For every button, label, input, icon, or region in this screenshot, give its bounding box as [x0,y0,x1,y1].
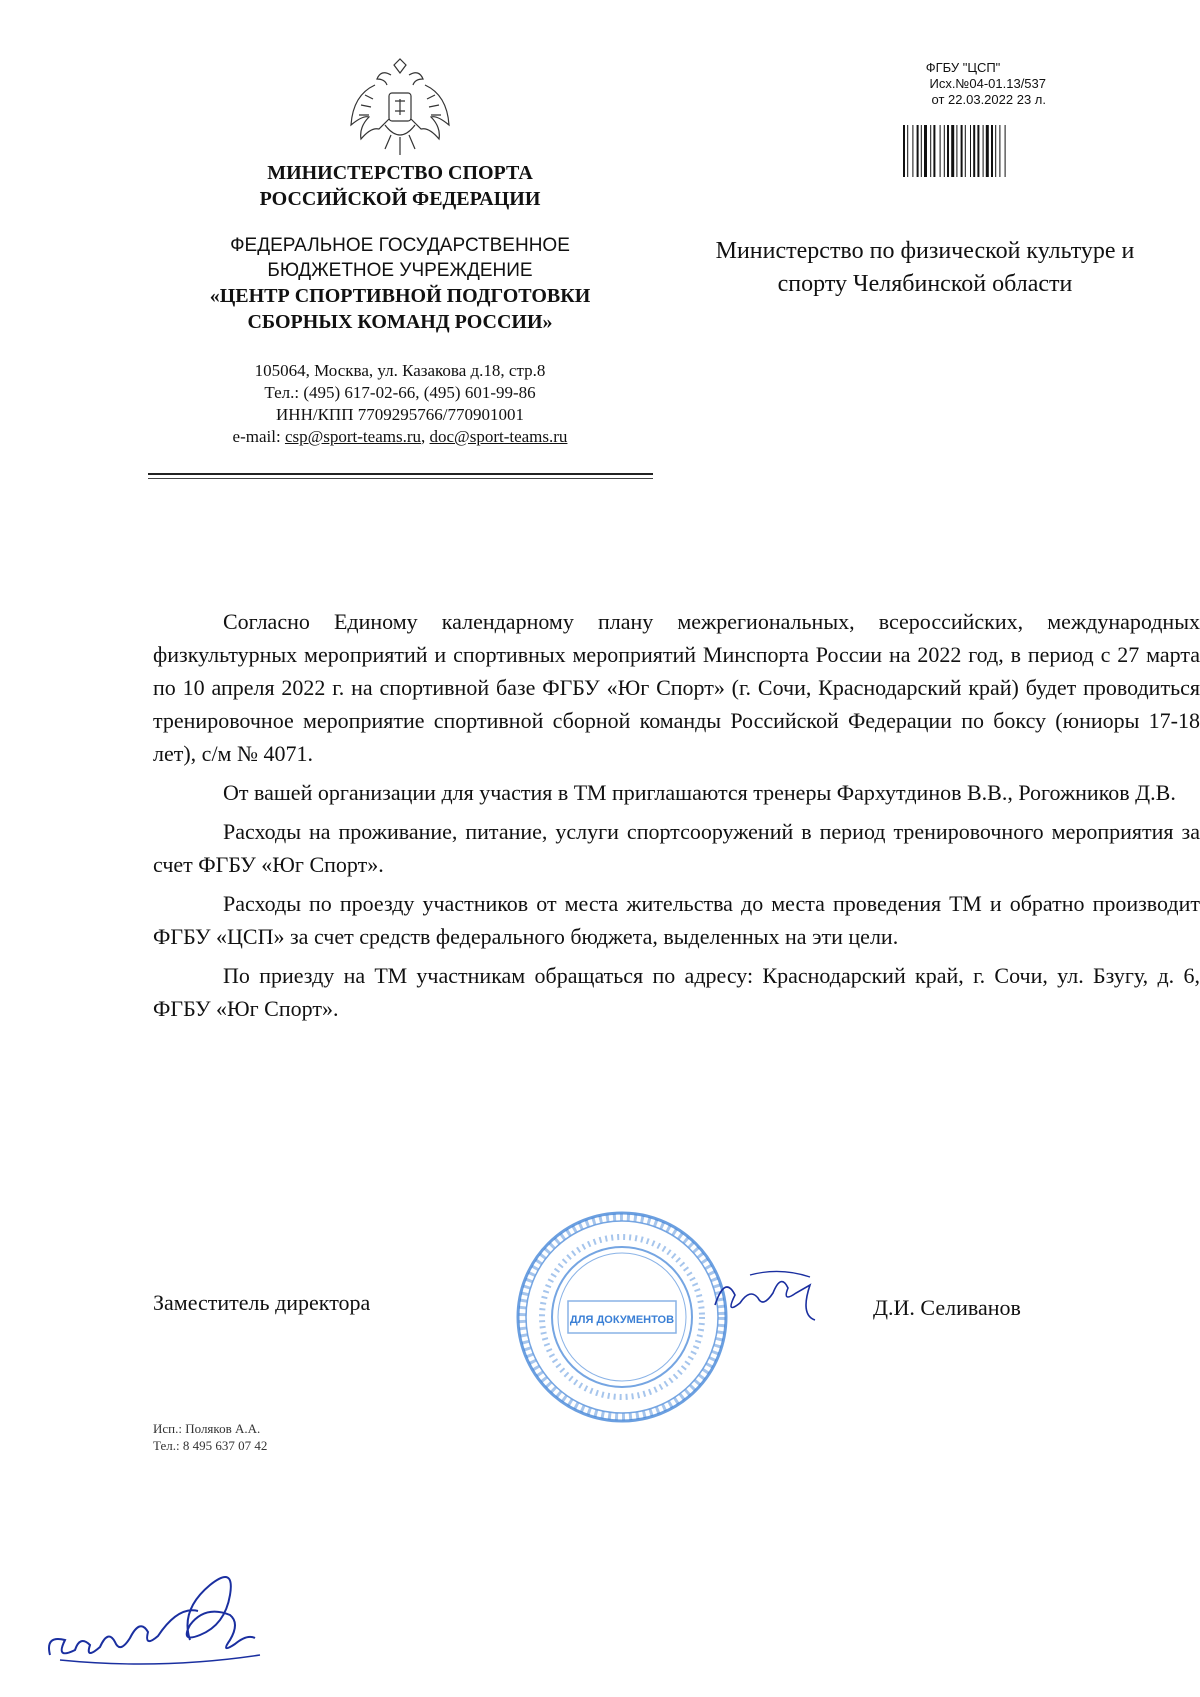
barcode-bar [1005,125,1006,177]
barcode-bar [917,125,919,177]
org-email-line [150,426,650,448]
executor-name: Исп.: Поляков А.А. [153,1421,261,1436]
barcode-bar [907,125,908,177]
barcode [903,125,1048,177]
header-divider-thin [148,478,653,479]
barcode-bar [921,125,922,177]
barcode-bar [983,125,984,177]
org-name-line-2: СБОРНЫХ КОМАНД РОССИИ» [247,311,553,333]
barcode-bar [973,125,975,177]
organization-contacts [150,360,650,448]
coat-of-arms-emblem [345,55,455,160]
body-paragraph-2: От вашей организации для участия в ТМ приглашаются тренеры Фархутдинов В.В., Рогожников Д.В. [223,780,1176,805]
ministry-line-1: МИНИСТЕРСТВО СПОРТА [267,162,533,184]
email-separator: , [421,427,426,446]
barcode-bar [965,125,966,177]
executor-info [153,1420,267,1454]
body-paragraph-4: Расходы по проезду участников от места жительства до места проведения ТМ и обратно производит ФГБУ «ЦСП» за счет средств федерального бюджета, выделенных на эти цели. [153,891,1200,949]
registration-stamp [880,60,1046,108]
signatory-title: Заместитель директора [153,1290,371,1315]
barcode-bar [924,125,927,177]
org-inn: ИНН/КПП 7709295766/770901001 [276,405,524,424]
addressee-line-1: Министерство по физической культуре и [715,238,1135,264]
header-divider [148,473,653,475]
organization-type [150,233,650,283]
org-type-line-2: БЮДЖЕТНОЕ УЧРЕЖДЕНИЕ [267,260,533,281]
body-paragraph-5: По приезду на ТМ участникам обращаться по адресу: Краснодарский край, г. Сочи, ул. Бзугу, д. 6, ФГБУ «Юг Спорт». [153,963,1200,1021]
barcode-bar [986,125,989,177]
barcode-bar [991,125,993,177]
barcode-bar [970,125,971,177]
seal-center-text: ДЛЯ ДОКУМЕНТОВ [569,1314,675,1326]
org-name-line-1: «ЦЕНТР СПОРТИВНОЙ ПОДГОТОВКИ [209,285,591,307]
barcode-bar [961,125,963,177]
director-signature [710,1265,825,1325]
official-seal [510,1205,735,1430]
barcode-bar [956,125,957,177]
letter-body [153,605,1200,1031]
ministry-line-2: РОССИЙСКОЙ ФЕДЕРАЦИИ [259,188,541,210]
addressee [670,235,1180,301]
reg-date: от 22.03.2022 23 л. [931,92,1046,107]
barcode-bar [912,125,913,177]
barcode-bar [933,125,935,177]
org-type-line-1: ФЕДЕРАЛЬНОЕ ГОСУДАРСТВЕННОЕ [230,235,570,256]
email-label: e-mail: [232,427,281,446]
email-link-2[interactable]: doc@sport-teams.ru [429,427,568,446]
barcode-bar [999,125,1000,177]
addressee-line-2: спорту Челябинской области [777,271,1073,297]
barcode-bar [944,125,945,177]
body-paragraph-1: Согласно Единому календарному плану межрегиональных, всероссийских, международных физкультурных мероприятий и спортивных мероприятий Минспорта России на 2022 год, в период с 27 марта по 10 апреля 2022 г. на спортивной базе ФГБУ «Юг Спорт» (г. Сочи, Краснодарский край) будет проводиться тренировочное мероприятие спортивной сборной команды Российской Федерации по боксу (юниоры 17-18 лет), с/м № 4071. [153,609,1200,766]
signatory-name: Д.И. Селиванов [873,1295,1021,1320]
org-address: 105064, Москва, ул. Казакова д.18, стр.8 [254,361,546,380]
barcode-bar [903,125,905,177]
ministry-name [150,160,650,212]
barcode-bar [977,125,979,177]
organization-name [150,283,650,335]
barcode-bar [947,125,949,177]
handwritten-resolution-signature [40,1565,370,1675]
barcode-bar [940,125,941,177]
executor-phone: Тел.: 8 495 637 07 42 [153,1438,268,1453]
org-phone: Тел.: (495) 617-02-66, (495) 601-99-86 [264,383,536,402]
barcode-bar [995,125,996,177]
body-paragraph-3: Расходы на проживание, питание, услуги спортсооружений в период тренировочного мероприятия за счет ФГБУ «Юг Спорт». [153,819,1200,877]
reg-org: ФГБУ "ЦСП" [925,60,1001,75]
barcode-bar [951,125,954,177]
reg-number: Исх.№04-01.13/537 [929,76,1046,91]
barcode-bar [930,125,931,177]
email-link-1[interactable]: csp@sport-teams.ru [284,427,421,446]
